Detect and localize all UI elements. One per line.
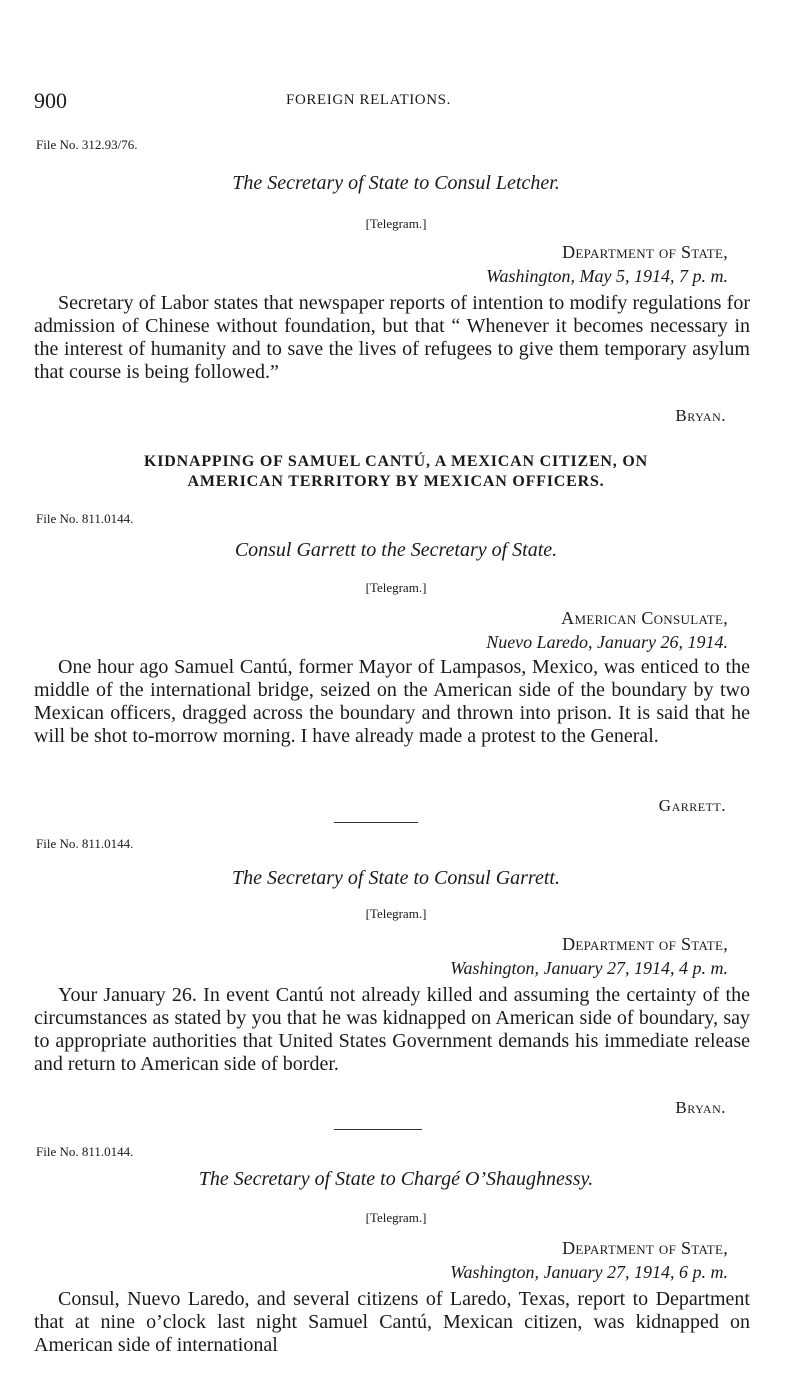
dateline xyxy=(450,1236,728,1284)
signature: Bryan. xyxy=(675,406,726,425)
letter-paragraph: One hour ago Samuel Cantú, former Mayor of Lampasos, Mexico, was enticed to the middle of the international bridge, seized on the American side of the boundary by two Mexican officers, dragged across the boundary and thrown into prison. It is said that he will be shot to-morrow morning. I have already made a protest to the General. xyxy=(34,656,750,747)
letter-paragraph: Consul, Nuevo Laredo, and several citizens of Laredo, Texas, report to Department that at nine o’clock last night Samuel Cantú, Mexican citizen, was kidnapped on American side of international xyxy=(34,1288,750,1356)
file-number: File No. 811.0144. xyxy=(36,1144,134,1159)
dateline-place-date: Washington, January 27, 1914, 4 p. m. xyxy=(450,958,728,978)
dateline xyxy=(486,240,728,288)
section-divider xyxy=(334,822,418,823)
dateline-place-date: Washington, January 27, 1914, 6 p. m. xyxy=(450,1262,728,1282)
telegram-label: [Telegram.] xyxy=(365,1210,427,1225)
section-title xyxy=(0,452,792,492)
letter-paragraph: Secretary of Labor states that newspaper reports of intention to modify regulations for admission of Chinese without foundation, but that “ Whenever it becomes necessary in the interest of humanity and to save the lives of refugees to give them temporary asylum that course is being followed.” xyxy=(34,292,750,383)
dateline-place-date: Washington, May 5, 1914, 7 p. m. xyxy=(486,266,728,286)
document-heading: The Secretary of State to Consul Letcher. xyxy=(232,172,560,194)
section-title-line: AMERICAN TERRITORY BY MEXICAN OFFICERS. xyxy=(187,473,605,490)
signature: Garrett. xyxy=(658,796,726,815)
letter-body xyxy=(34,984,750,1076)
dateline xyxy=(450,932,728,980)
running-title: FOREIGN RELATIONS. xyxy=(286,92,451,108)
letter-body xyxy=(34,292,750,384)
document-heading: The Secretary of State to Consul Garrett. xyxy=(232,867,560,889)
dateline xyxy=(486,606,728,654)
letter-body xyxy=(34,1288,750,1357)
telegram-label: [Telegram.] xyxy=(365,580,427,595)
dateline-office: Department of State, xyxy=(562,242,728,262)
dateline-office: Department of State, xyxy=(562,1238,728,1258)
telegram-label: [Telegram.] xyxy=(365,216,427,231)
dateline-office: American Consulate, xyxy=(561,608,728,628)
dateline-office: Department of State, xyxy=(562,934,728,954)
telegram-label: [Telegram.] xyxy=(365,906,427,921)
letter-paragraph: Your January 26. In event Cantú not already killed and assuming the certainty of the circumstances as stated by you that he was kidnapped on American side of boundary, say to appropriate authorities that United States Government demands his immediate release and return to American side of border. xyxy=(34,984,750,1075)
document-heading: Consul Garrett to the Secretary of State. xyxy=(234,539,558,561)
file-number: File No. 312.93/76. xyxy=(36,137,138,152)
page-number: 900 xyxy=(34,88,67,113)
section-divider xyxy=(334,1129,422,1130)
section-title-line: KIDNAPPING OF SAMUEL CANTÚ, A MEXICAN CITIZEN, ON xyxy=(144,453,648,470)
file-number: File No. 811.0144. xyxy=(36,511,134,526)
file-number: File No. 811.0144. xyxy=(36,836,134,851)
document-heading: The Secretary of State to Chargé O’Shaughnessy. xyxy=(198,1168,594,1190)
signature: Bryan. xyxy=(675,1098,726,1117)
letter-body xyxy=(34,656,750,748)
dateline-place-date: Nuevo Laredo, January 26, 1914. xyxy=(486,632,728,652)
